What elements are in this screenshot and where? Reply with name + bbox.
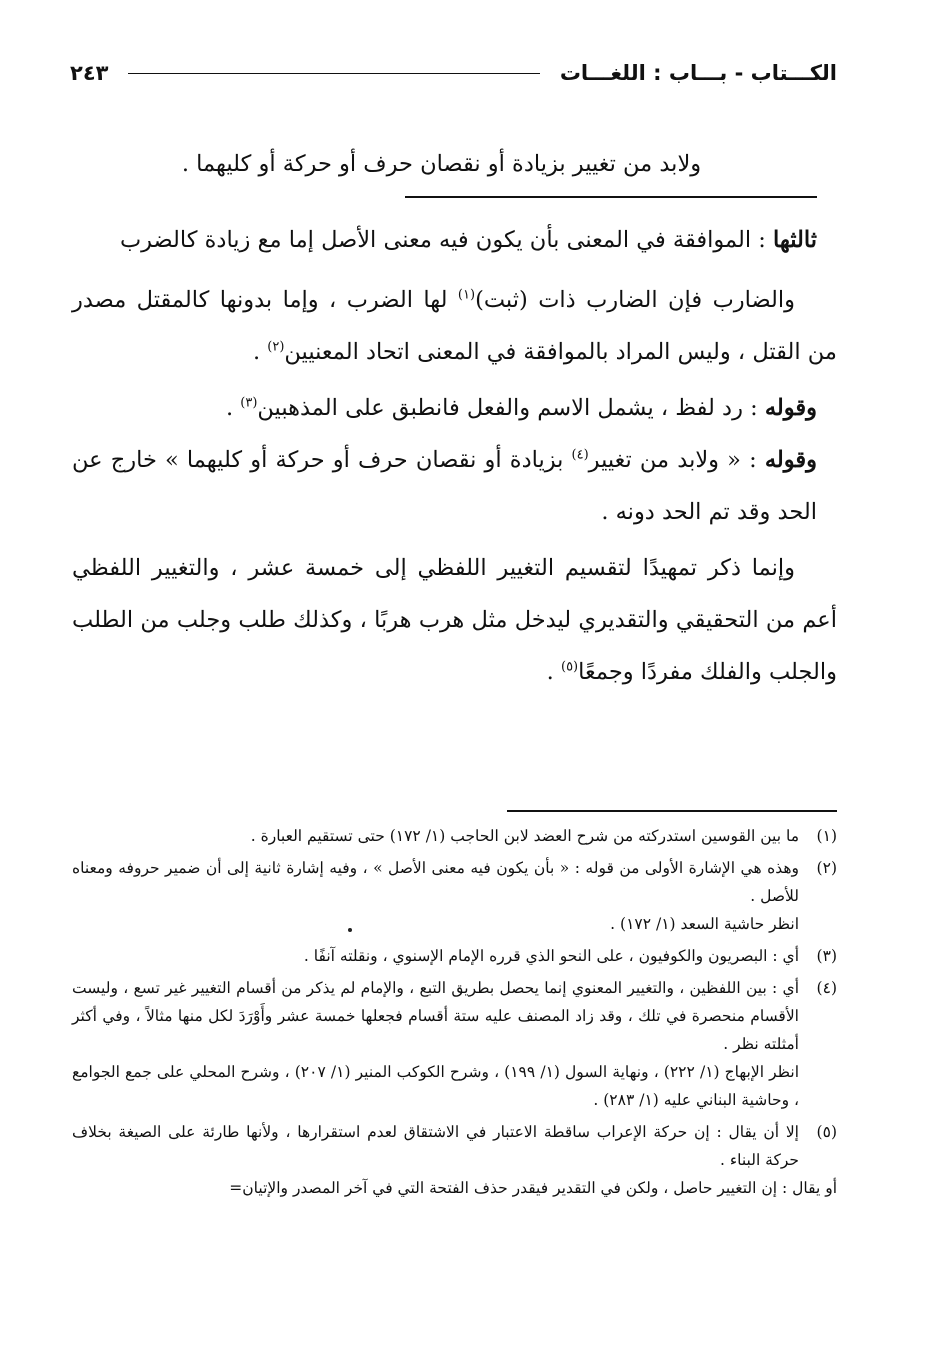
page-header (70, 56, 837, 90)
footnotes (72, 810, 837, 1206)
footnote-number: (١) (816, 827, 837, 845)
paragraph-qawluh-1 (72, 382, 817, 434)
footnote-text: انظر حاشية السعد (١/ ١٧٢) . (610, 915, 799, 933)
footnote-text: انظر الإبهاج (١/ ٢٢٢) ، ونهاية السول (١/ ١٩٩) ، وشرح الكوكب المنير (١/ ٢٠٧) ، وشرح المحلي على جمع الجوامع ، وحاشية البناني عليه (١/ ٢٨٣) . (72, 1063, 800, 1109)
lead-word: وقوله (764, 447, 817, 473)
paragraph-intro: ولابد من تغيير بزيادة أو نقصان حرف أو حركة أو كليهما . (181, 151, 702, 177)
header-rule (128, 73, 539, 74)
footnote-2 (72, 854, 837, 938)
paragraph-example (72, 274, 837, 378)
paragraph-text: والضارب فإن الضارب ذات (ثبت) (475, 287, 795, 313)
footnote-text: ما بين القوسين استدركته من شرح العضد لابن الحاجب (١/ ١٧٢) حتى تستقيم العبارة . (250, 827, 799, 845)
footnote-number: (٤) (816, 979, 837, 997)
main-text (72, 138, 837, 698)
footnote-number: (٥) (816, 1123, 837, 1141)
footnote-text: أي : بين اللفظين ، والتغيير المعنوي إنما يحصل بطريق التبع ، والإمام لم يذكر من أقسام التغيير غير تسع ، وليست الأقسام منحصرة في تلك ، وقد زاد المصنف عليه ستة أقسام فجعلها خمسة عشر وأَوْرَدَ لكل منها مثالاً ، وفي أكثر أمثلته نظر . (72, 979, 799, 1053)
footnote-number: (٣) (816, 947, 837, 965)
footnote-number: (٢) (816, 859, 837, 877)
footnote-ref-5: (٥) (560, 659, 579, 675)
paragraph-tamheed (72, 542, 837, 698)
page-number: ٢٤٣ (70, 61, 109, 85)
footnote-4 (72, 974, 837, 1114)
footnote-ref-4: (٤) (571, 447, 589, 463)
paragraph-text: : رد لفظ ، يشمل الاسم والفعل فانطبق على المذهبين (257, 395, 765, 421)
footnote-text: أو يقال : إن التغيير حاصل ، ولكن في التقدير فيقدر حذف الفتحة التي في آخر المصدر والإتيان= (229, 1179, 837, 1197)
ink-speck (348, 928, 352, 932)
footnote-rule (507, 810, 837, 812)
footnote-3 (72, 942, 837, 970)
paragraph-text: وإنما ذكر تمهيدًا لتقسيم التغيير اللفظي إلى خمسة عشر ، والتغيير اللفظي أعم من التحقيقي والتقديري ليدخل مثل هرب هربًا ، وكذلك طلب وجلب من الطلب والجلب والفلك مفردًا وجمعًا (72, 555, 837, 685)
lead-word: وقوله (764, 395, 817, 421)
footnote-text: وهذه هي الإشارة الأولى من قوله : « بأن يكون فيه معنى الأصل » ، وفيه إشارة ثانية إلى أن ضمير حروفه ومعناه للأصل . (72, 859, 799, 905)
paragraph-text: بزيادة أو نقصان حرف أو حركة أو كليهما » خارج عن الحد وقد تم الحد دونه . (72, 447, 817, 525)
running-head: الكـــتاب - بـــاب : اللغـــات (559, 61, 837, 85)
footnote-1 (72, 822, 837, 850)
section-rule (405, 196, 817, 198)
footnote-text: أي : البصريون والكوفيون ، على النحو الذي قرره الإمام الإسنوي ، ونقلته آنفًا . (303, 947, 799, 965)
paragraph-text: . (225, 395, 241, 421)
paragraph-third (72, 214, 817, 266)
footnote-text: إلا أن يقال : إن حركة الإعراب ساقطة الاعتبار في الاشتقاق لعدم استقرارها ، ولأنها طارئة على الصيغة بخلاف حركة البناء . (72, 1123, 799, 1169)
paragraph-text: : « ولابد من تغيير (588, 447, 765, 473)
paragraph-qawluh-2 (72, 434, 817, 538)
paragraph-text: : الموافقة في المعنى بأن يكون فيه معنى الأصل إما مع زيادة كالضرب (119, 227, 773, 253)
footnote-ref-2: (٢) (267, 339, 285, 355)
footnote-5 (72, 1118, 837, 1202)
footnote-ref-3: (٣) (240, 395, 258, 411)
footnote-ref-1: (١) (457, 287, 476, 303)
paragraph-text: لها الضرب ، وإما بدونها كالمقتل مصدر من القتل ، وليس المراد بالموافقة في المعنى اتحاد المعنيين (72, 287, 837, 365)
paragraph-text: . (252, 339, 268, 365)
paragraph-text: . (546, 659, 561, 685)
lead-word: ثالثها (773, 227, 817, 253)
